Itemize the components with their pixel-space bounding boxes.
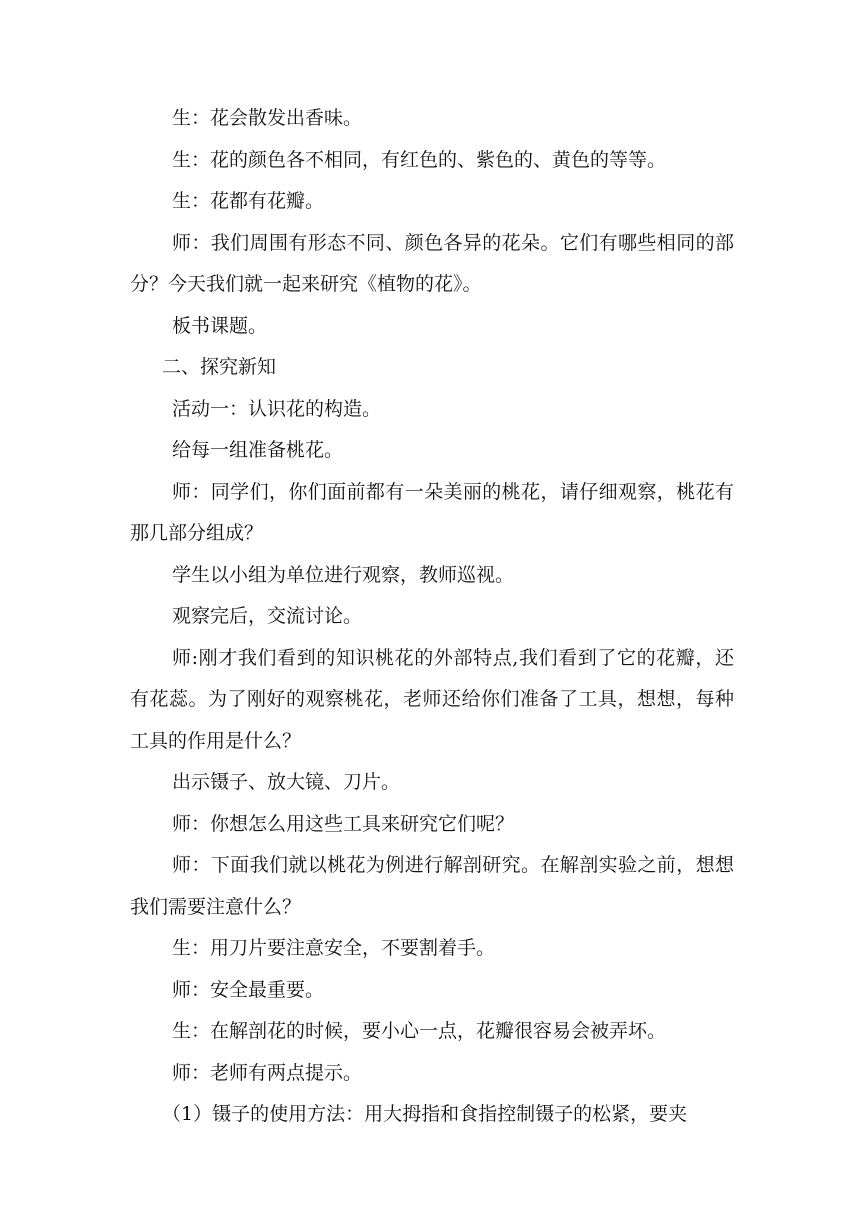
paragraph-show-tools: 出示镊子、放大镜、刀片。 xyxy=(172,771,401,793)
paragraph-prepare-flowers: 给每一组准备桃花。 xyxy=(172,439,344,461)
paragraph-discussion: 观察完后，交流讨论。 xyxy=(172,605,363,627)
document-page xyxy=(130,98,734,1136)
paragraph-student-safety: 生：用刀片要注意安全，不要割着手。 xyxy=(172,937,496,959)
paragraph-student-petals: 生：花都有花瓣。 xyxy=(172,190,325,212)
paragraph-teacher-safety: 师：安全最重要。 xyxy=(172,978,325,1001)
paragraph-teacher-tools: 师:刚才我们看到的知识桃花的外部特点,我们看到了它的花瓣，还有花蕊。为了刚好的观察桃花，老师还给你们准备了工具，想想，每种工具的作用是什么？ xyxy=(130,646,734,752)
paragraph-board-title: 板书课题。 xyxy=(172,314,268,337)
paragraph-teacher-observe: 师：同学们，你们面前都有一朵美丽的桃花，请仔细观察，桃花有那几部分组成？ xyxy=(130,480,734,544)
paragraph-student-colors: 生：花的颜色各不相同，有红色的、紫色的、黄色的等等。 xyxy=(172,148,667,171)
paragraph-teacher-use-tools: 师：你想怎么用这些工具来研究它们呢？ xyxy=(172,812,515,835)
paragraph-student-careful: 生：在解剖花的时候，要小心一点，花瓣很容易会被弄坏。 xyxy=(172,1020,667,1042)
paragraph-teacher-tips: 师：老师有两点提示。 xyxy=(172,1061,363,1084)
paragraph-tweezers-usage: （1）镊子的使用方法：用大拇指和食指控制镊子的松紧，要夹 xyxy=(162,1103,688,1125)
paragraph-teacher-dissect: 师：下面我们就以桃花为例进行解剖研究。在解剖实验之前，想想我们需要注意什么？ xyxy=(130,854,734,918)
paragraph-teacher-intro: 师：我们周围有形态不同、颜色各异的花朵。它们有哪些相同的部分？今天我们就一起来研究《植物的花》。 xyxy=(130,231,734,295)
paragraph-group-observe: 学生以小组为单位进行观察，教师巡视。 xyxy=(172,563,515,586)
paragraph-student-fragrance: 生：花会散发出香味。 xyxy=(172,107,363,129)
section-heading: 二、探究新知 xyxy=(162,356,277,378)
paragraph-activity-one: 活动一：认识花的构造。 xyxy=(172,397,382,420)
